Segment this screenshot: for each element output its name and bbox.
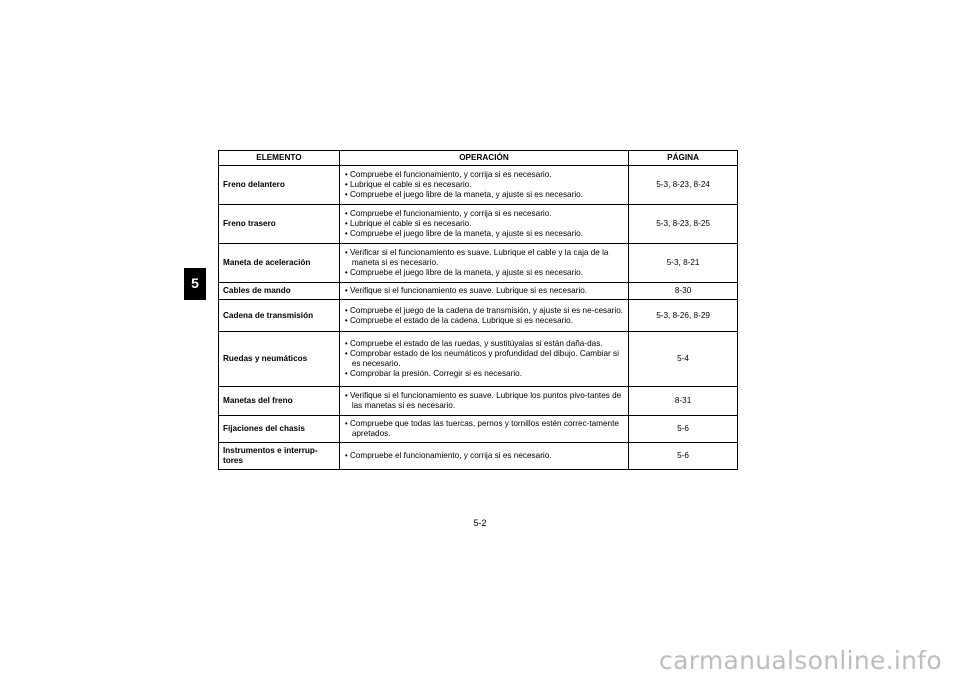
page-number: 5-2 (473, 518, 487, 528)
row-operation (339, 387, 628, 416)
row-element: Freno delantero (223, 180, 285, 189)
row-page: 5-4 (629, 332, 738, 387)
row-page: 8-30 (629, 283, 738, 300)
maintenance-table (218, 150, 738, 470)
operation-list (345, 391, 624, 411)
operation-item: • Compruebe el funcionamiento, y corrija si es necesario. (345, 451, 624, 461)
operation-list (345, 170, 624, 200)
row-page: 5-3, 8-26, 8-29 (629, 300, 738, 332)
operation-list (345, 286, 624, 296)
row-operation (339, 166, 628, 205)
header-page: PÁGINA (629, 151, 738, 166)
table-row (219, 166, 738, 205)
table-header-row (219, 151, 738, 166)
row-element: Cables de mando (219, 283, 340, 300)
row-operation (339, 332, 628, 387)
operation-item: • Compruebe el estado de la cadena. Lubrique si es necesario. (345, 316, 624, 326)
row-operation (339, 205, 628, 244)
table-row (219, 416, 738, 443)
header-operation: OPERACIÓN (339, 151, 628, 166)
row-element: Ruedas y neumáticos (219, 332, 340, 387)
table-row (219, 443, 738, 470)
operation-item: • Verificar si el funcionamiento es suave. Lubrique el cable y la caja de la maneta si es necesario. (345, 248, 624, 268)
operation-item: • Lubrique el cable si es necesario. (345, 219, 624, 229)
operation-item: • Compruebe que todas las tuercas, pernos y tornillos estén correc-tamente apretados. (345, 419, 624, 439)
row-operation (339, 244, 628, 283)
row-page: 8-31 (629, 387, 738, 416)
row-element: Maneta de aceleración (219, 244, 340, 283)
table-row (219, 387, 738, 416)
row-operation (339, 443, 628, 470)
header-element: ELEMENTO (219, 151, 340, 166)
row-element: Manetas del freno (219, 387, 340, 416)
watermark: carmanualsonline.info (659, 646, 942, 675)
table-row (219, 300, 738, 332)
operation-item: • Comprobar estado de los neumáticos y profundidad del dibujo. Cambiar si es necesario. (345, 349, 624, 369)
row-element: Cadena de transmisión (219, 300, 340, 332)
operation-list (345, 209, 624, 239)
operation-item: • Compruebe el juego libre de la maneta, y ajuste si es necesario. (345, 229, 624, 239)
operation-list (345, 339, 624, 379)
operation-item: • Compruebe el juego libre de la maneta, y ajuste si es necesario. (345, 268, 624, 278)
row-page: 5-6 (629, 443, 738, 470)
operation-list (345, 419, 624, 439)
operation-list (345, 306, 624, 326)
table-row (219, 205, 738, 244)
operation-item: • Lubrique el cable si es necesario. (345, 180, 624, 190)
row-page: 5-6 (629, 416, 738, 443)
operation-item: • Comprobar la presión. Corregir si es necesario. (345, 369, 624, 379)
operation-item: • Compruebe el estado de las ruedas, y sustitúyalas si están daña-das. (345, 339, 624, 349)
table-row (219, 332, 738, 387)
row-element: Instrumentos e interrup-tores (219, 443, 340, 470)
operation-item: • Compruebe el juego de la cadena de transmisión, y ajuste si es ne-cesario. (345, 306, 624, 316)
table-row (219, 244, 738, 283)
operation-list (345, 451, 624, 461)
operation-item: • Verifique si el funcionamiento es suave. Lubrique si es necesario. (345, 286, 624, 296)
row-operation (339, 416, 628, 443)
operation-item: • Verifique si el funcionamiento es suave. Lubrique los puntos pivo-tantes de las manetas si es necesario. (345, 391, 624, 411)
row-operation (339, 283, 628, 300)
row-element: Fijaciones del chasis (219, 416, 340, 443)
table-row (219, 283, 738, 300)
operation-item: • Compruebe el funcionamiento, y corrija si es necesario. (345, 170, 624, 180)
row-page: 5-3, 8-23, 8-25 (629, 205, 738, 244)
operation-item: • Compruebe el funcionamiento, y corrija si es necesario. (345, 209, 624, 219)
row-element: Freno trasero (219, 205, 340, 244)
operation-list (345, 248, 624, 278)
operation-item: • Compruebe el juego libre de la maneta, y ajuste si es necesario. (345, 190, 624, 200)
chapter-tab: 5 (184, 268, 206, 300)
row-page: 5-3, 8-21 (629, 244, 738, 283)
row-operation (339, 300, 628, 332)
row-page: 5-3, 8-23, 8-24 (629, 166, 738, 205)
